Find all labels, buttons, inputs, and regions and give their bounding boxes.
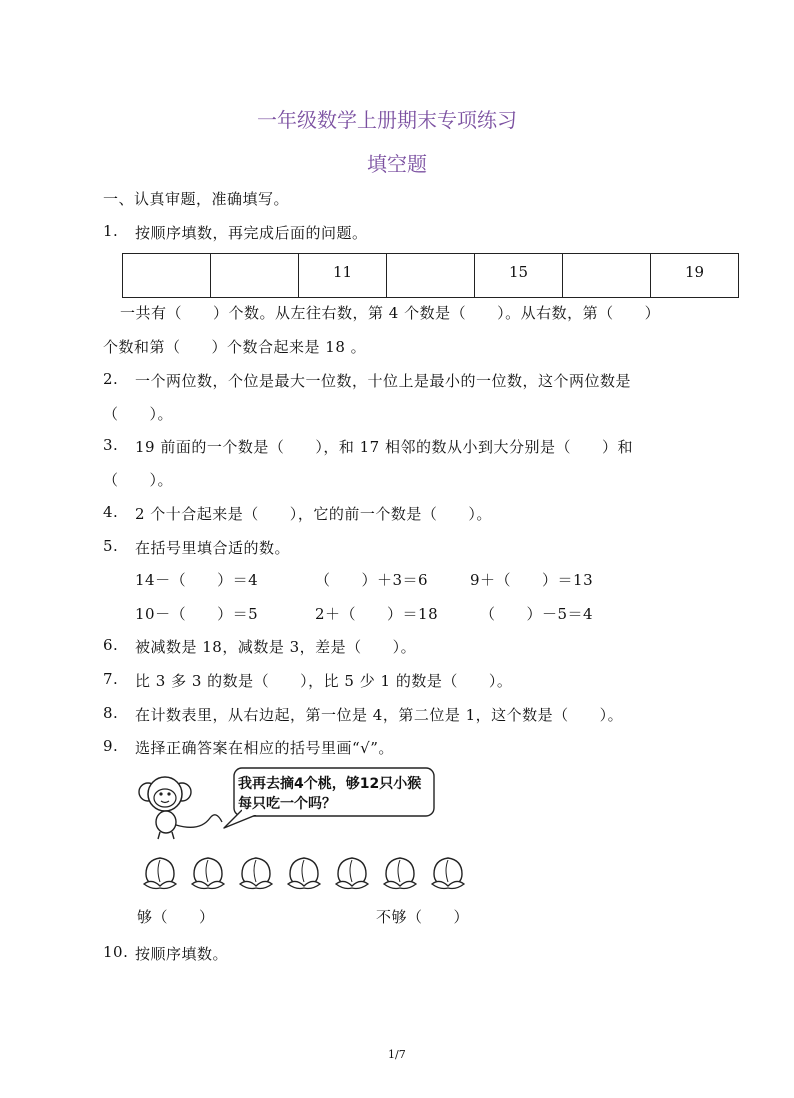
sequence-cell[interactable]: [211, 254, 299, 298]
equation: 9＋（ ）＝13: [470, 571, 594, 589]
section-heading: 一、认真审题，准确填写。: [103, 190, 290, 208]
q3-line1: 19 前面的一个数是（ ），和 17 相邻的数从小到大分别是（ ）和: [135, 438, 633, 456]
speech-bubble-line1: 我再去摘4个桃，够12只小猴: [238, 776, 422, 792]
q8-text: 在计数表里，从右边起，第一位是 4，第二位是 1，这个数是（ ）。: [135, 706, 624, 724]
q10-text: 按顺序填数。: [135, 945, 229, 963]
q1-line2: 个数和第（ ）个数合起来是 18 。: [103, 338, 367, 356]
equation: 14－（ ）＝4: [135, 571, 259, 589]
peach-icon: [428, 852, 468, 892]
q4-text: 2 个十合起来是（ ），它的前一个数是（ ）。: [135, 505, 492, 523]
q1-number: 1.: [103, 222, 119, 240]
equation: 10－（ ）＝5: [135, 605, 259, 623]
q6-text: 被减数是 18，减数是 3，差是（ ）。: [135, 638, 417, 656]
page-title: 一年级数学上册期末专项练习: [257, 108, 517, 132]
q5-number: 5.: [103, 537, 119, 555]
q8-number: 8.: [103, 704, 119, 722]
q6-number: 6.: [103, 636, 119, 654]
equation: （ ）－5＝4: [480, 605, 594, 623]
q2-line1: 一个两位数，个位是最大一位数，十位上是最小的一位数，这个两位数是: [135, 372, 632, 390]
q7-text: 比 3 多 3 的数是（ ），比 5 少 1 的数是（ ）。: [135, 672, 513, 690]
equation: （ ）＋3＝6: [315, 571, 429, 589]
sequence-cell[interactable]: [387, 254, 475, 298]
q1-text: 按顺序填数，再完成后面的问题。: [135, 224, 368, 242]
q5-text: 在括号里填合适的数。: [135, 539, 291, 557]
q7-number: 7.: [103, 670, 119, 688]
q3-number: 3.: [103, 436, 119, 454]
sequence-cell: 19: [651, 254, 739, 298]
equation: 2＋（ ）＝18: [315, 605, 439, 623]
option-enough[interactable]: 够（ ）: [137, 908, 215, 926]
peach-icon: [284, 852, 324, 892]
peach-icon: [236, 852, 276, 892]
q1-line1: 一共有（ ）个数。从左往右数，第 4 个数是（ ）。从右数，第（ ）: [120, 304, 661, 322]
sequence-cell: 15: [475, 254, 563, 298]
q2-number: 2.: [103, 370, 119, 388]
peach-icon: [380, 852, 420, 892]
q3-line2: （ ）。: [103, 471, 174, 489]
sequence-cell[interactable]: [123, 254, 211, 298]
page-number: 1/7: [388, 1048, 406, 1061]
q9-number: 9.: [103, 737, 119, 755]
number-sequence-table: [122, 253, 739, 298]
page-subtitle: 填空题: [367, 152, 427, 176]
peach-icon: [188, 852, 228, 892]
peach-icon: [332, 852, 372, 892]
option-not-enough[interactable]: 不够（ ）: [376, 908, 470, 926]
q2-line2: （ ）。: [103, 405, 174, 423]
q10-number: 10.: [103, 943, 129, 961]
q9-text: 选择正确答案在相应的括号里画“√”。: [135, 739, 394, 757]
sequence-cell[interactable]: [563, 254, 651, 298]
q4-number: 4.: [103, 503, 119, 521]
sequence-cell: 11: [299, 254, 387, 298]
speech-bubble-line2: 每只吃一个吗？: [238, 796, 336, 812]
peach-icon: [140, 852, 180, 892]
